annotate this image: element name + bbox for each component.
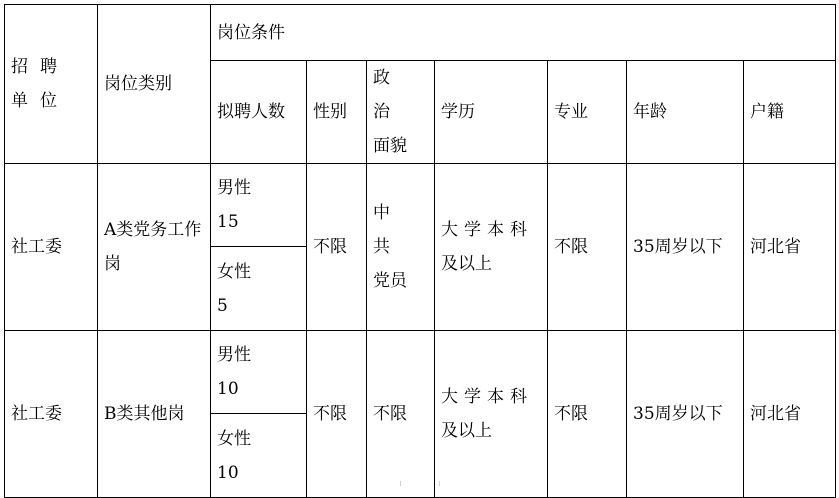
- cell-political-value: 不限: [373, 404, 407, 424]
- header-education-label: 学历: [441, 102, 475, 122]
- cell-category: [98, 331, 211, 498]
- cell-male-stack: [217, 171, 300, 239]
- cell-major-value: 不限: [554, 237, 588, 257]
- cell-male-count: 15: [217, 212, 239, 232]
- cell-gender: [307, 331, 367, 498]
- cell-age: [627, 164, 744, 331]
- header-category: [98, 5, 211, 164]
- cell-category: [98, 164, 211, 331]
- cell-female-label: 女性: [217, 261, 251, 282]
- header-political-line1: 政治: [373, 68, 402, 122]
- header-political: [367, 61, 435, 164]
- header-gender: [307, 61, 367, 164]
- header-age-label: 年龄: [633, 102, 667, 122]
- table-row: [5, 331, 836, 414]
- header-headcount-label: 拟聘人数: [217, 102, 285, 122]
- cell-hukou-value: 河北省: [750, 404, 801, 424]
- cell-political-line2: 党员: [373, 271, 407, 291]
- cell-education-line1: 大学本科: [441, 387, 533, 407]
- cell-male-stack: [217, 338, 300, 406]
- cell-male: [211, 164, 307, 247]
- cell-category-value: B类其他岗: [104, 404, 185, 424]
- cell-gender-value: 不限: [313, 404, 347, 424]
- header-age: [627, 61, 744, 164]
- cell-education-line2: 及以上: [441, 254, 492, 274]
- cell-education-line2: 及以上: [441, 421, 492, 441]
- header-conditions: [211, 5, 836, 61]
- header-gender-label: 性别: [313, 102, 347, 122]
- cell-education-line1: 大学本科: [441, 220, 533, 240]
- header-political-line2: 面貌: [373, 136, 407, 156]
- cell-male: [211, 331, 307, 414]
- cell-unit-value: 社工委: [11, 404, 62, 424]
- header-conditions-label: 岗位条件: [217, 22, 285, 43]
- recruitment-table: [4, 4, 836, 498]
- header-political-stack: [373, 61, 428, 163]
- cell-female-stack: [217, 255, 300, 323]
- cell-hukou: [744, 331, 836, 498]
- header-unit-label: 招聘单位: [11, 57, 69, 111]
- cell-unit: [5, 331, 98, 498]
- cell-political: [367, 164, 435, 331]
- cell-hukou: [744, 164, 836, 331]
- header-major-label: 专业: [554, 102, 588, 122]
- cell-education-stack: [441, 380, 541, 448]
- cell-unit-value: 社工委: [11, 237, 62, 257]
- cell-gender: [307, 164, 367, 331]
- header-unit: [5, 5, 98, 164]
- cell-major: [548, 331, 627, 498]
- cell-education: [435, 331, 548, 498]
- header-headcount: [211, 61, 307, 164]
- cell-female-label: 女性: [217, 428, 251, 449]
- cell-male-count: 10: [217, 379, 239, 399]
- header-hukou: [744, 61, 836, 164]
- cell-female: [211, 414, 307, 498]
- cell-male-label: 男性: [217, 178, 251, 198]
- header-education: [435, 61, 548, 164]
- cell-female-stack: [217, 422, 300, 490]
- cell-political: [367, 331, 435, 498]
- table-row: [5, 164, 836, 247]
- cell-gender-value: 不限: [313, 237, 347, 257]
- cell-age-value: 35周岁以下: [633, 404, 723, 424]
- cell-major-value: 不限: [554, 404, 588, 424]
- cell-female-count: 10: [217, 462, 239, 483]
- header-category-label: 岗位类别: [104, 74, 172, 94]
- cell-education-stack: [441, 213, 541, 281]
- cell-major: [548, 164, 627, 331]
- cell-male-label: 男性: [217, 345, 251, 365]
- cell-age-value: 35周岁以下: [633, 237, 723, 257]
- cell-female-count: 5: [217, 295, 228, 316]
- header-row-1: [5, 5, 836, 61]
- cell-unit: [5, 164, 98, 331]
- header-hukou-label: 户籍: [750, 102, 784, 122]
- cell-female: [211, 247, 307, 331]
- cell-category-value: A类党务工作岗: [104, 220, 202, 274]
- page-edge-marker: [400, 481, 440, 486]
- cell-education: [435, 164, 548, 331]
- cell-hukou-value: 河北省: [750, 237, 801, 257]
- cell-political-line1: 中共: [373, 203, 406, 257]
- cell-political-stack: [373, 196, 428, 298]
- header-major: [548, 61, 627, 164]
- cell-age: [627, 331, 744, 498]
